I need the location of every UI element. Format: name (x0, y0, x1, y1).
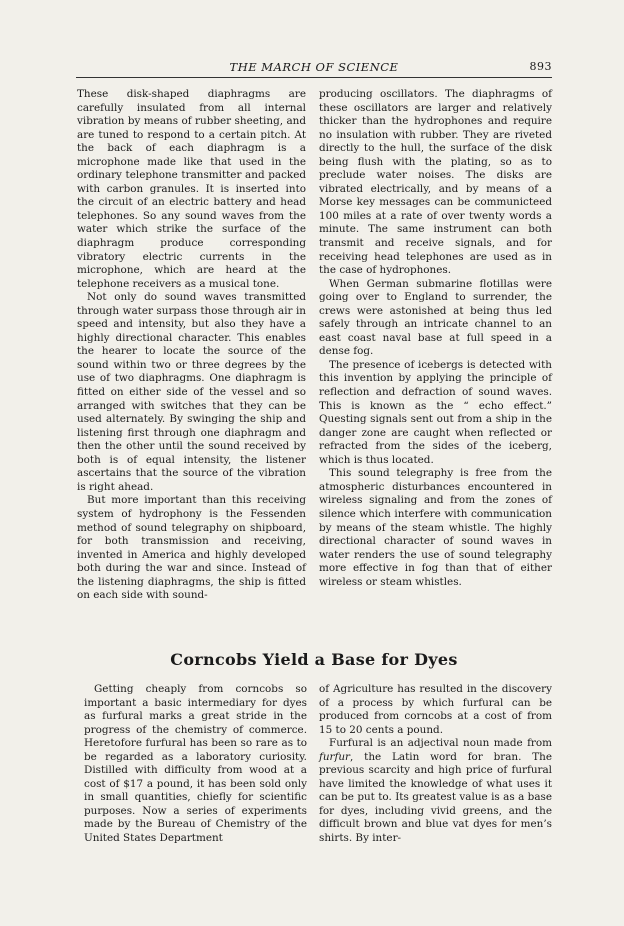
paragraph: But more important than this receiving system of hydrophony is the Fessenden method of sound telegraphy on shipboard, for both transmission and receiving, invented in America and highly developed both during the war and since. Instead of the listening diaphragms, the ship is fitted on each side with sound- (77, 494, 306, 602)
paragraph: of Agriculture has resulted in the discovery of a process by which furfural can be produced from corncobs at a cost of from 15 to 20 cents a pound. (319, 683, 552, 736)
running-title: THE MARCH OF SCIENCE (229, 60, 399, 74)
paragraph: producing oscillators. The diaphragms of these oscillators are larger and relatively thicker than the hydrophones and require no insulation with rubber. They are riveted directly to the hull, the surface of the disk being flush with the plating, so as to preclude water noises. The disks are vibrated electrically, and by means of a Morse key messages can be communicteed 100 miles at a rate of over twenty words a minute. The same instrument can both transmit and receive signals, and for receiving head telephones are used as in the case of hydrophones. (319, 88, 552, 277)
paragraph: The presence of icebergs is detected with this invention by applying the principle of reflection and defraction of sound waves. This is known as the “ echo effect.” Questing signals sent out from a ship in the danger zone are caught when reflected or refracted from the sides of the iceberg, which is thus located. (319, 358, 552, 466)
article2-column-right (319, 683, 552, 846)
running-header (76, 58, 552, 76)
page-number: 893 (529, 60, 552, 73)
paragraph: When German submarine flotillas were going over to England to surrender, the crews were astonished at being thus led safely through an intricate channel to an east coast naval base at full speed in a dense fog. (319, 277, 552, 358)
header-rule (76, 77, 552, 78)
text-run: , the Latin word for bran. The previous scarcity and high price of furfural have limited the knowledge of what uses it can be put to. Its greatest value is as a base for dyes, including vivid greens, and the difficult brown and blue vat dyes for men’s shirts. By inter- (319, 750, 552, 845)
article1-column-left (77, 88, 306, 603)
paragraph: This sound telegraphy is free from the atmospheric disturbances encountered in wireless signaling and from the zones of silence which interfere with communication by means of the steam whistle. The highly directional character of sound waves in water renders the use of sound telegraphy more effective in fog than that of either wireless or steam whistles. (319, 467, 552, 588)
paragraph: Getting cheaply from corncobs so important a basic intermediary for dyes as furfural marks a great stride in the progress of the chemistry of commerce. Heretofore furfural has been so rare as to be regarded as a laboratory curiosity. Distilled with difficulty from wood at a cost of $17 a pound, it has been sold only in small quantities, chiefly for scientific purposes. Now a series of experiments made by the Bureau of Chemistry of the United States Department (84, 683, 307, 845)
paragraph: Not only do sound waves transmitted through water surpass those through air in speed and intensity, but also they have a highly directional character. This enables the hearer to locate the source of the sound within two or three degrees by the use of two diaphragms. One diaphragm is fitted on either side of the vessel and so arranged with switches that they can be used alternately. By swinging the ship and listening first through one diaphragm and then the other until the sound received by both is of equal intensity, the listener ascertains that the source of the vibration is right ahead. (77, 291, 306, 493)
text-run: Furfural is an adjectival noun made from (329, 737, 552, 750)
article2-column-left (84, 683, 307, 846)
article1-column-right (319, 88, 552, 589)
paragraph: These disk-shaped diaphragms are carefully insulated from all internal vibration by means of rubber sheeting, and are tuned to respond to a certain pitch. At the back of each diaphragm is a microphone made like that used in the ordinary telephone transmitter and packed with carbon granules. It is inserted into the circuit of an electric battery and head telephones. So any sound waves from the water which strike the surface of the diaphragm produce corresponding vibratory electric currents in the microphone, which are heard at the telephone receivers as a musical tone. (77, 88, 306, 290)
article-title: Corncobs Yield a Base for Dyes (170, 650, 458, 669)
paragraph (319, 737, 552, 845)
italic-term: furfur (319, 750, 351, 763)
